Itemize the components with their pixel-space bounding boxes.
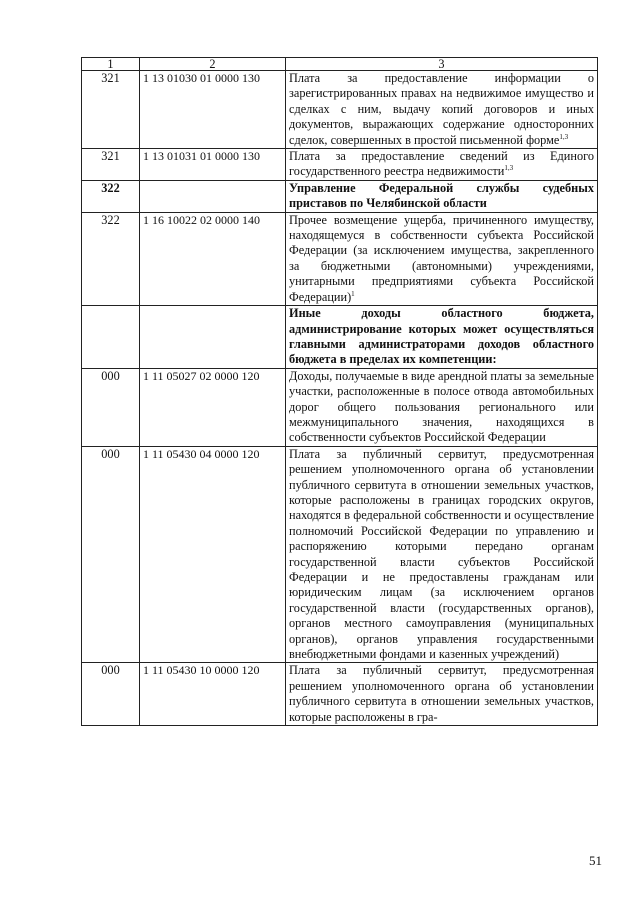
- revenue-code-cell: 1 11 05027 02 0000 120: [140, 368, 286, 446]
- column-header-1: 1: [82, 58, 140, 71]
- table-row: [82, 446, 598, 663]
- admin-code-cell: 000: [82, 368, 140, 446]
- table-header-row: [82, 58, 598, 71]
- revenue-name-cell: [286, 149, 598, 181]
- revenue-code-cell: [140, 180, 286, 212]
- revenue-name-text: Иные доходы областного бюджета, администрирование которых может осуществляться главными администраторами доходов областного бюджета в пределах их компетенции:: [289, 306, 594, 367]
- admin-code-cell: 321: [82, 149, 140, 181]
- revenue-name-cell: [286, 663, 598, 726]
- revenue-name-text: Плата за предоставление информации о зарегистрированных правах на недвижимое имущество и сделках с ним, выдачу копий договоров и иных документов, выражающих содержание односторонних сделок, совершенных в простой письменной форме: [289, 71, 594, 147]
- table-row: [82, 663, 598, 726]
- revenue-code-cell: 1 13 01031 01 0000 130: [140, 149, 286, 181]
- table-row: [82, 212, 598, 305]
- revenue-code-cell: 1 11 05430 04 0000 120: [140, 446, 286, 663]
- revenue-name-text: Управление Федеральной службы судебных приставов по Челябинской области: [289, 180, 594, 211]
- revenue-name-cell: [286, 71, 598, 149]
- revenue-name-text: Прочее возмещение ущерба, причиненного имуществу, находящемуся в собственности субъекта Российской Федерации (за исключением имущества, закрепленного за бюджетными (автономными) учреждениями, унитарными предприятиями субъекта Российской Федерации): [289, 212, 594, 304]
- revenue-classification-table: [81, 57, 598, 726]
- revenue-name-text: Плата за публичный сервитут, предусмотренная решением уполномоченного органа об установлении публичного сервитута в отношении земельных участков, которые расположены в гра-: [289, 663, 594, 724]
- admin-code-cell: [82, 306, 140, 369]
- revenue-name-cell: [286, 446, 598, 663]
- admin-code-cell: 000: [82, 446, 140, 663]
- admin-code-cell: 322: [82, 180, 140, 212]
- revenue-name-cell: [286, 368, 598, 446]
- table-row: [82, 71, 598, 149]
- table-row: [82, 306, 598, 369]
- footnote-reference: 1,3: [559, 132, 569, 141]
- revenue-name-cell: [286, 306, 598, 369]
- table-body: [82, 71, 598, 726]
- footnote-reference: 1: [351, 289, 355, 298]
- admin-code-cell: 321: [82, 71, 140, 149]
- revenue-name-text: Плата за публичный сервитут, предусмотренная решением уполномоченного органа об установлении публичного сервитута в отношении земельных участков, которые расположены в границах городских округов, находятся в федеральной собственности и осуществление полномочий Российской Федерации по управлению и распоряжению которыми передано органам государственной власти субъектов Российской Федерации и не предоставлены гражданам или юридическим лицам (за исключением органов государственной власти (государственных органов), органов местного самоуправления (муниципальных органов), органов управления государственными внебюджетными фондами и казенных учреждений): [289, 446, 594, 662]
- table-row: [82, 180, 598, 212]
- table-row: [82, 368, 598, 446]
- table-row: [82, 149, 598, 181]
- admin-code-cell: 322: [82, 212, 140, 305]
- admin-code-cell: 000: [82, 663, 140, 726]
- revenue-code-cell: 1 16 10022 02 0000 140: [140, 212, 286, 305]
- page-number: 51: [589, 853, 602, 868]
- revenue-name-text: Плата за предоставление сведений из Единого государственного реестра недвижимости: [289, 149, 594, 179]
- footnote-reference: 1,3: [504, 164, 514, 173]
- revenue-code-cell: 1 11 05430 10 0000 120: [140, 663, 286, 726]
- column-header-3: 3: [286, 58, 598, 71]
- revenue-name-text: Доходы, получаемые в виде арендной платы за земельные участки, расположенные в полосе отвода автомобильных дорог общего пользования регионального или межмуниципального значения, находящихся в собственности субъектов Российской Федерации: [289, 368, 594, 445]
- column-header-2: 2: [140, 58, 286, 71]
- revenue-name-cell: [286, 180, 598, 212]
- revenue-name-cell: [286, 212, 598, 305]
- revenue-code-cell: [140, 306, 286, 369]
- revenue-code-cell: 1 13 01030 01 0000 130: [140, 71, 286, 149]
